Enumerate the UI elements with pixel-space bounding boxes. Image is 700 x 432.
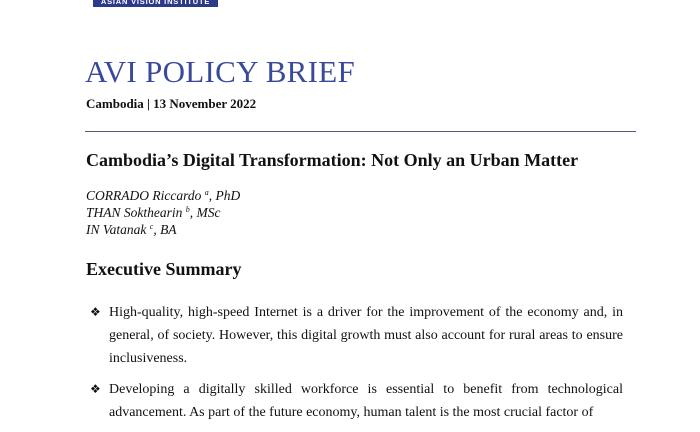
paper-title: Cambodia’s Digital Transformation: Not Only an Urban Matter — [86, 150, 579, 170]
author-list — [86, 187, 240, 238]
diamond-bullet-icon: ❖ — [90, 382, 101, 396]
author-affiliation-mark: a — [204, 188, 209, 197]
author-line — [86, 221, 240, 238]
summary-bullet — [90, 378, 623, 424]
logo-org-name: ASIAN VISION INSTITUTE — [93, 0, 218, 7]
author-name: CORRADO Riccardo — [86, 188, 202, 203]
bullet-text: Developing a digitally skilled workforce is essential to benefit from technological advancement. As part of the future economy, human talent is the most crucial factor of — [109, 382, 623, 420]
author-degree: , BA — [153, 222, 177, 237]
bullet-text: High-quality, high-speed Internet is a driver for the improvement of the economy and, in general, of society. However, this digital growth must also account for rural areas to ensure inclusiveness. — [109, 305, 623, 366]
author-degree: , PhD — [208, 188, 241, 203]
diamond-bullet-icon: ❖ — [90, 305, 101, 319]
location-date: Cambodia | 13 November 2022 — [86, 96, 257, 111]
summary-bullet — [90, 301, 623, 370]
section-heading: Executive Summary — [86, 259, 242, 279]
page-title: AVI POLICY BRIEF — [85, 54, 356, 89]
author-name: IN Vatanak — [86, 222, 147, 237]
header-divider — [85, 131, 636, 132]
author-line — [86, 204, 240, 221]
author-degree: , MSc — [189, 205, 221, 220]
author-line — [86, 187, 240, 204]
author-name: THAN Sokthearin — [86, 205, 183, 220]
summary-bullet-list — [90, 301, 623, 432]
author-affiliation-mark: c — [149, 222, 154, 231]
avi-logo — [85, 0, 225, 22]
author-affiliation-mark: b — [185, 205, 190, 214]
